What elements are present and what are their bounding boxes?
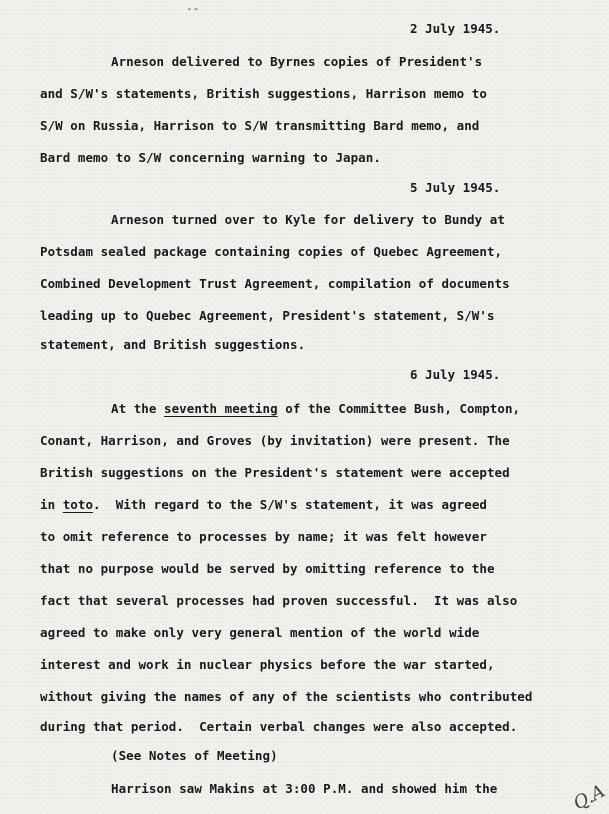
text-line: At the seventh meeting of the Committee Bush, Compton, [111, 401, 521, 416]
entry-date: 2 July 1945. [410, 21, 501, 36]
text-line: Bard memo to S/W concerning warning to Japan. [40, 150, 381, 165]
text-line: agreed to make only very general mention of the world wide [40, 625, 480, 640]
underlined-text: seventh meeting [164, 401, 278, 416]
text-line: Arneson delivered to Byrnes copies of President's [111, 54, 483, 69]
text-line: British suggestions on the President's statement were accepted [40, 465, 510, 480]
text-line: Potsdam sealed package containing copies of Quebec Agreement, [40, 244, 503, 259]
top-mark: -- [186, 2, 200, 15]
text-line: statement, and British suggestions. [40, 337, 306, 352]
underlined-text: toto [62, 497, 94, 512]
text-line: leading up to Quebec Agreement, President's statement, S/W's [40, 308, 495, 323]
text-line: without giving the names of any of the scientists who contributed [40, 689, 533, 704]
text-line: that no purpose would be served by omitting reference to the [40, 561, 495, 576]
text-line: Combined Development Trust Agreement, compilation of documents [40, 276, 510, 291]
text-line: fact that several processes had proven successful. It was also [40, 593, 518, 608]
text-line: Harrison saw Makins at 3:00 P.M. and showed him the [111, 781, 498, 796]
text-line: Conant, Harrison, and Groves (by invitation) were present. The [40, 433, 510, 448]
text-line: S/W on Russia, Harrison to S/W transmitting Bard memo, and [40, 118, 480, 133]
entry-date: 5 July 1945. [410, 180, 501, 195]
text-line: and S/W's statements, British suggestions, Harrison memo to [40, 86, 487, 101]
text-line: during that period. Certain verbal changes were also accepted. [40, 719, 518, 734]
text-line: (See Notes of Meeting) [111, 748, 278, 763]
text-line: in toto. With regard to the S/W's statement, it was agreed [40, 497, 487, 512]
text-line: to omit reference to processes by name; it was felt however [40, 529, 487, 544]
text-line: Arneson turned over to Kyle for delivery to Bundy at [111, 212, 505, 227]
text-line: interest and work in nuclear physics before the war started, [40, 657, 495, 672]
entry-date: 6 July 1945. [410, 367, 501, 382]
handwritten-corner-mark: Q.A [570, 780, 609, 814]
